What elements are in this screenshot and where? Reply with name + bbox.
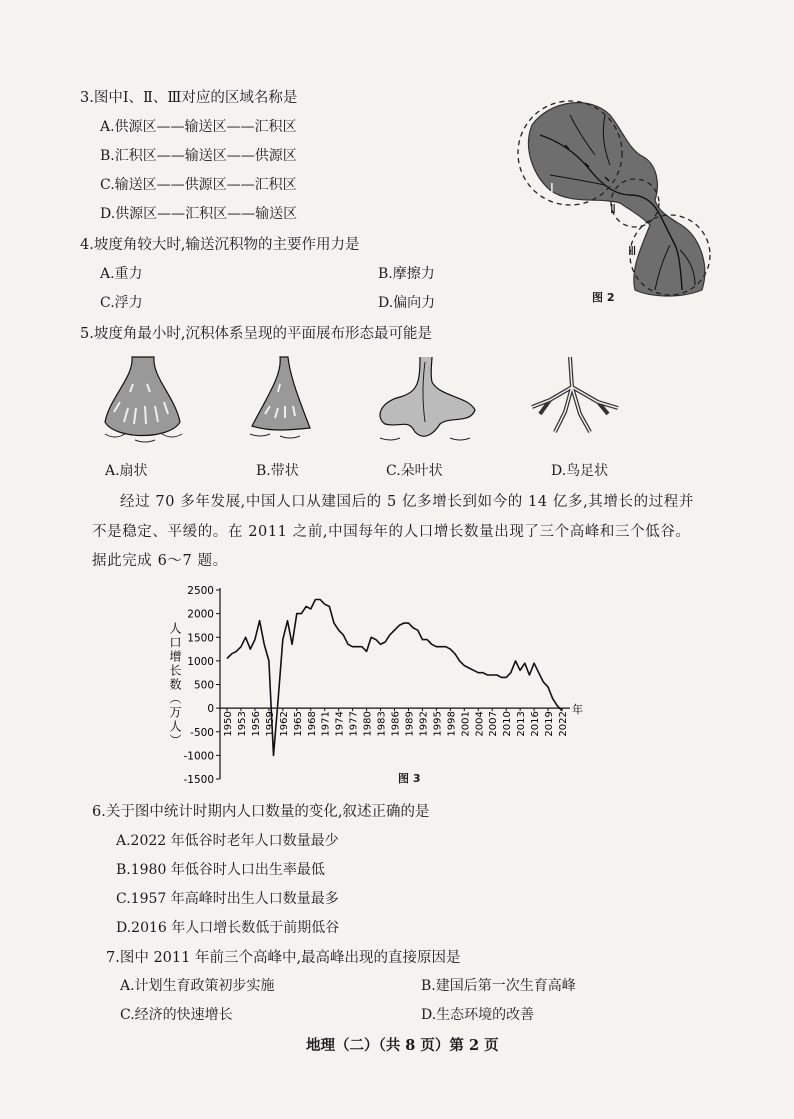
q6-stem: 6.关于图中统计时期内人口数量的变化,叙述正确的是 (92, 804, 430, 820)
q5-stem: 5.坡度角最小时,沉积体系呈现的平面展布形态最可能是 (80, 326, 432, 342)
y-tick-label: 0 (207, 703, 214, 716)
q6-option-a: A.2022 年低谷时老年人口数量最少 (116, 833, 339, 849)
x-tick-label: 1983 (376, 711, 388, 737)
y-tick-label: -1000 (183, 750, 214, 763)
q4-option-d: D.偏向力 (378, 295, 436, 311)
q3-stem: 3.图中Ⅰ、Ⅱ、Ⅲ对应的区域名称是 (80, 90, 298, 106)
x-tick-label: 2004 (474, 711, 486, 737)
figure-2-caption: 图 2 (592, 291, 615, 304)
passage-line-2: 不是稳定、平缓的。在 2011 之前,中国每年的人口增长数量出现了三个高峰和三个低谷。 (92, 524, 691, 540)
bird-foot-shape-icon (532, 357, 618, 432)
x-tick-label: 1971 (320, 711, 332, 737)
y-tick-label: -1500 (183, 774, 214, 786)
y-tick-label: 1500 (187, 632, 214, 645)
x-tick-label: 1980 (362, 711, 374, 737)
q4-stem: 4.坡度角较大时,输送沉积物的主要作用力是 (80, 237, 360, 253)
x-tick-label: 1965 (292, 711, 304, 737)
q6-option-d: D.2016 年人口增长数低于前期低谷 (116, 920, 340, 936)
passage-line-1: 经过 70 多年发展,中国人口从建国后的 5 亿多增长到如今的 14 亿多,其增长的过程并 (120, 494, 694, 510)
q4-option-a: A.重力 (100, 266, 143, 282)
q7-option-d: D.生态环境的改善 (421, 1007, 535, 1023)
q5-deposition-shapes (100, 352, 640, 452)
x-tick-label: 2010 (502, 711, 514, 737)
y-tick-label: -500 (190, 726, 214, 739)
x-tick-label: 1962 (278, 711, 290, 737)
q5-option-d: D.鸟足状 (551, 463, 609, 479)
q4-option-b: B.摩擦力 (378, 266, 435, 282)
fig2-label-2: Ⅱ (610, 202, 616, 216)
page-footer: 地理（二）（共 8 页）第 2 页 (306, 1037, 499, 1054)
q5-option-b: B.带状 (256, 463, 299, 479)
q7-option-b: B.建国后第一次生育高峰 (421, 978, 576, 994)
band-shape-icon (250, 357, 310, 438)
x-tick-label: 1959 (264, 711, 276, 737)
x-tick-label: 1968 (306, 711, 318, 737)
fig2-label-1: Ⅰ (550, 182, 554, 197)
chart-ylabel: 人口增长数（万人） (168, 622, 182, 748)
x-tick-label: 1974 (334, 711, 346, 737)
x-tick-label: 1995 (432, 711, 444, 737)
passage-line-3: 据此完成 6～7 题。 (92, 553, 228, 569)
q3-option-a: A.供源区——输送区——汇积区 (100, 119, 297, 135)
q5-option-a: A.扇状 (105, 463, 148, 479)
q6-option-b: B.1980 年低谷时人口出生率最低 (116, 862, 325, 878)
population-growth-chart (165, 582, 605, 787)
x-tick-label: 1953 (236, 711, 248, 737)
x-tick-label: 1986 (390, 711, 402, 737)
q3-option-c: C.输送区——供源区——汇积区 (100, 177, 297, 193)
x-tick-label: 2019 (544, 711, 556, 737)
x-tick-label: 1998 (446, 711, 458, 737)
y-tick-label: 2000 (187, 608, 214, 621)
x-tick-label: 1977 (348, 711, 360, 737)
chart-xlabel: 年 (572, 703, 583, 717)
x-tick-label: 1992 (418, 711, 430, 737)
x-tick-label: 1956 (250, 711, 262, 737)
x-tick-label: 2016 (530, 711, 542, 737)
x-tick-label: 2001 (460, 711, 472, 737)
y-tick-label: 2500 (187, 585, 214, 597)
q7-stem: 7.图中 2011 年前三个高峰中,最高峰出现的直接原因是 (106, 950, 461, 966)
q3-option-b: B.汇积区——输送区——供源区 (100, 148, 297, 164)
x-tick-label: 2007 (488, 711, 500, 737)
figure-2-illustration (510, 85, 720, 315)
q7-option-c: C.经济的快速增长 (120, 1007, 233, 1023)
q4-option-c: C.浮力 (100, 295, 143, 311)
y-tick-label: 500 (193, 679, 214, 692)
fig2-label-3: Ⅲ (628, 244, 637, 258)
figure-3-caption: 图 3 (398, 772, 421, 785)
q6-option-c: C.1957 年高峰时出生人口数量最多 (116, 891, 339, 907)
q7-option-a: A.计划生育政策初步实施 (120, 978, 275, 994)
x-tick-label: 1950 (223, 711, 234, 737)
x-tick-label: 2013 (516, 711, 528, 737)
x-tick-label: 2022 (558, 711, 569, 737)
lobe-shape-icon (380, 357, 475, 440)
q5-option-c: C.朵叶状 (386, 463, 443, 479)
x-tick-label: 1989 (404, 711, 416, 737)
q3-option-d: D.供源区——汇积区——输送区 (100, 206, 298, 222)
fan-shape-icon (105, 357, 182, 442)
y-tick-label: 1000 (187, 655, 214, 668)
